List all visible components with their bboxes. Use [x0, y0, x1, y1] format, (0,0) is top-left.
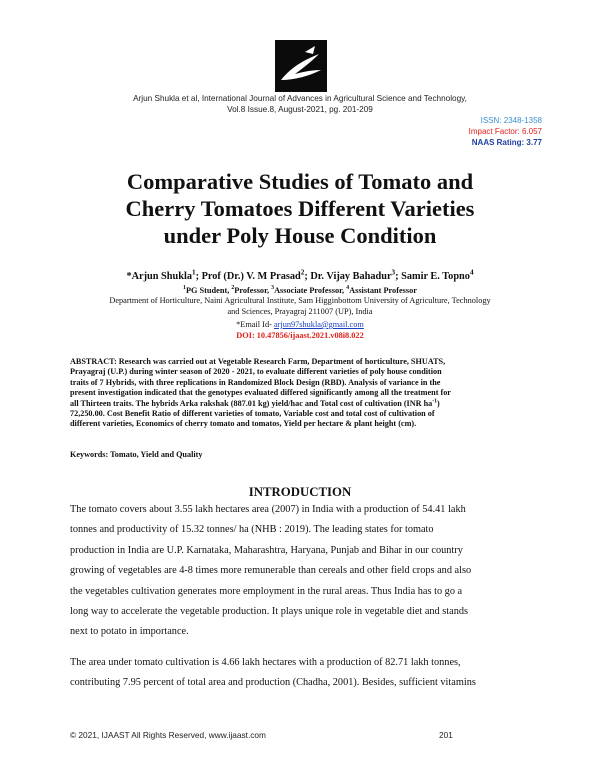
author-1: *Arjun Shukla	[126, 271, 192, 282]
journal-volume-line: Vol.8 Issue.8, August-2021, pg. 201-209	[227, 105, 373, 114]
abstract: ABSTRACT: Research was carried out at Vegetable Research Farm, Department of horticulture, SHUATS, Prayagraj (U.P.) during winter season of 2020 - 2021, to evaluate different varieties of poly house condition traits of 7 Hybrids, with three replications in Randomized Block Design (RBD). Analysis of variance in the present investigation indicated that the genotypes evaluated differed significantly among all the treatment for all Thirteen traits. The hybrids Arka rakshak (887.01 kg) yield/hac and Total cost of cultivation (INR $ha^{-1}$) 72,250.00. Cost Benefit Ratio of different varieties of tomato, Variable cost and total cost of cultivation of different varieties, Economics of cherry tomato and tomatos, Yield per hectare & plant height (cm).	[70, 357, 451, 429]
footer-page-number: 201	[439, 730, 453, 740]
journal-logo-icon	[275, 40, 327, 92]
author-3: Dr. Vijay Bahadur	[310, 271, 392, 282]
journal-citation-line: Arjun Shukla et al, International Journal of Advances in Agricultural Science and Technology,	[133, 94, 467, 103]
intro-paragraph-2: The area under tomato cultivation is 4.66 lakh hectares with a production of 82.71 lakh tonnes, contributing 7.95 percent of total area and production (Chadha, 2001). Besides, sufficient vitamins	[70, 657, 476, 689]
email-line: *Email Id- arjun97shukla@gmail.com	[236, 320, 364, 329]
footer-copyright: © 2021, IJAAST All Rights Reserved, www.ijaast.com	[70, 730, 266, 740]
title-line-1: Comparative Studies of Tomato and	[126, 169, 474, 194]
author-2: Prof (Dr.) V. M Prasad	[201, 271, 301, 282]
impact-factor-text: Impact Factor: 6.057	[468, 127, 542, 136]
naas-rating-text: NAAS Rating: 3.77	[471, 138, 542, 147]
author-4: Samir E. Topno	[401, 271, 470, 282]
author-list: *Arjun Shukla$^1$; Prof (Dr.) V. M Prasad$^2$; Dr. Vijay Bahadur$^3$; Samir E. Topno$^4$	[126, 268, 474, 282]
issn-text: ISSN: 2348-1358	[480, 116, 542, 125]
title-line-3: under Poly House Condition	[163, 223, 437, 248]
email-link[interactable]: arjun97shukla@gmail.com	[273, 320, 364, 329]
doi-text: DOI: 10.47856/ijaast.2021.v08i8.022	[236, 331, 364, 340]
affiliation: Department of Horticulture, Naini Agricultural Institute, Sam Higginbottom University of Agriculture, Technology and Sciences, Prayagraj 211007 (UP), India	[109, 296, 491, 316]
intro-paragraph-1: The tomato covers about 3.55 lakh hectares area (2007) in India with a production of 54.41 lakh tonnes and productivity of 15.32 tonnes/ ha (NHB : 2019). The leading states for tomato production in India are U.P. Karnataka, Maharashtra, Haryana, Punjab and Bihar in our country growing of vegetables are 4-8 times more remunerable than cereals and other field crops and also the vegetables cultivation generates more employment in the rural areas. Thus India has to go a long way to accelerate the vegetable production. It plays unique role in vegetable diet and stands next to potato in importance.	[70, 504, 472, 638]
keywords: Keywords: Tomato, Yield and Quality	[70, 450, 203, 459]
author-roles: $^1$PG Student, $^2$Professor, $^3$Associate Professor, $^4$Assistant Professor	[183, 285, 417, 295]
paper-title	[60, 168, 540, 249]
title-line-2: Cherry Tomatoes Different Varieties	[125, 196, 475, 221]
section-heading-introduction: INTRODUCTION	[248, 485, 352, 499]
